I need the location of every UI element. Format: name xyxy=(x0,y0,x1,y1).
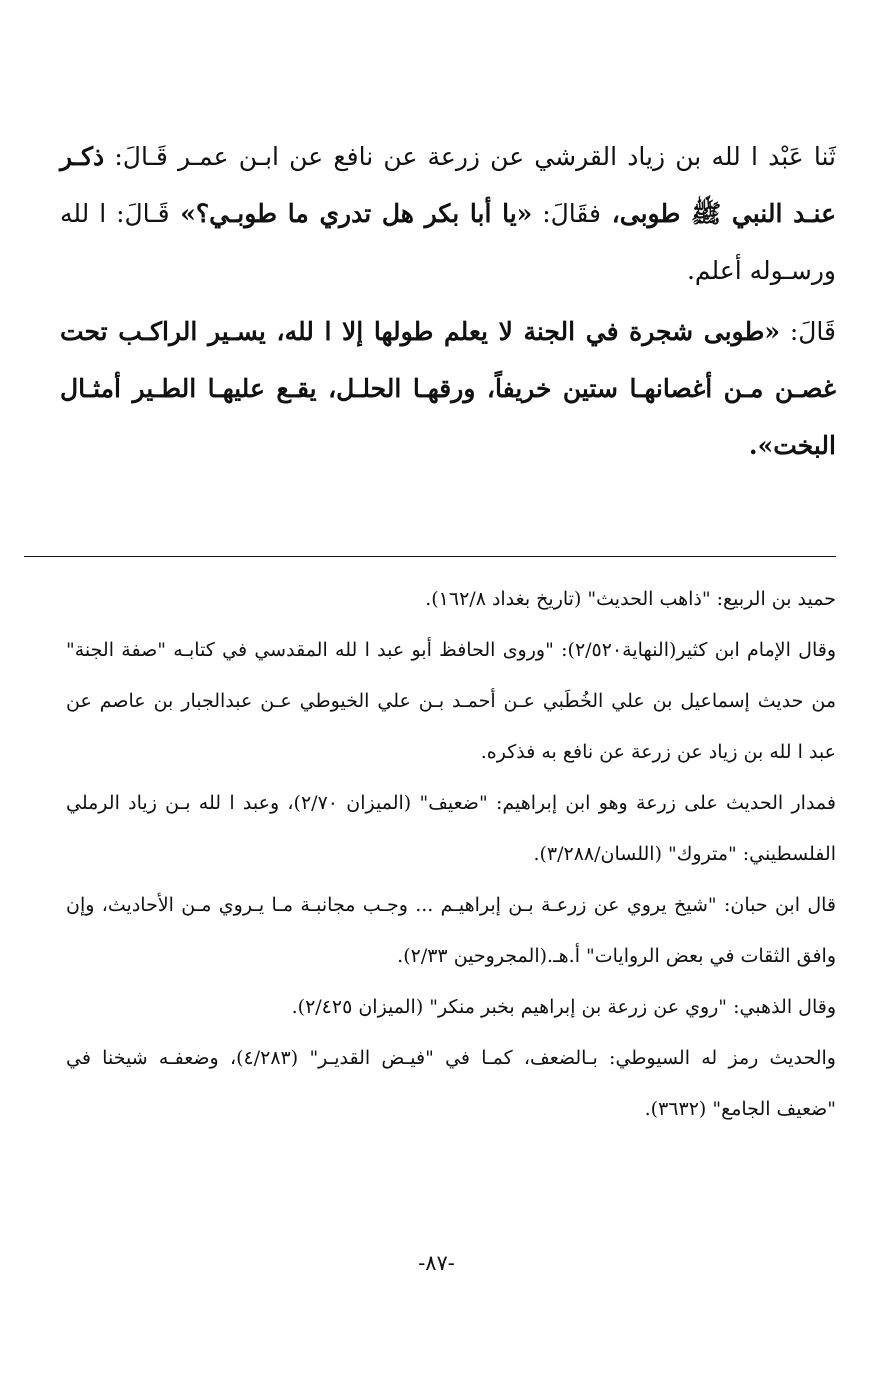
footnote-paragraph: حميد بن الربيع: "ذاهب الحديث" (تاريخ بغداد ١٦٢/٨). xyxy=(425,588,836,610)
footnote-paragraph: قال ابن حبان: "شيخ يروي عن زرعـة بـن إبراهيـم ... وجـب مجانبـة مـا يـروي مـن الأحاديث، وإن وافق الثقات في بعض الروايات" أ.هـ.(المجروحين ٢/٣٣). xyxy=(66,894,836,967)
footnote-divider xyxy=(24,556,836,557)
prophet-quote: «يا أبا بكر هل تدري ما طوبـي؟» xyxy=(169,199,533,228)
hadith-text xyxy=(60,128,836,474)
reply-text: قَـالَ: ا لله ورسـوله أعلم. xyxy=(60,199,836,285)
narration-text: ذكـر عنـد النبي ﷺ طوبى، xyxy=(60,142,837,228)
said-text-2: قَالَ: xyxy=(779,317,836,346)
footnote-paragraph: وقال الإمام ابن كثير(النهاية٢/٥٢٠): "وروى الحافظ أبو عبد ا لله المقدسي في كتابـه "صفة الجنة" من حديث إسماعيل بن علي الخُطَبي عـن أحمـد بـن علي الخيوطي عـن عبدالجبار بن عاصم عن عبد ا لله بن زياد عن زرعة عن نافع به فذكره. xyxy=(66,639,836,763)
said-text: فقَالَ: xyxy=(532,199,602,228)
hadith-paragraph-1 xyxy=(60,128,836,299)
prophet-quote-2: «طوبى شجرة في الجنة لا يعلم طولها إلا ا لله، يسـير الراكـب تحت غصـن مـن أغصانهـا ستين خريفاً، ورقهـا الحلـل، يقـع عليهـا الطـير أمثـال البخت». xyxy=(60,317,836,460)
footnotes xyxy=(66,574,836,1135)
isnad-text: ثَنا عَبْد ا لله بن زياد القرشي عن زرعة عن نافع عن ابـن عمـر قَـالَ: xyxy=(104,142,836,171)
hadith-paragraph-2 xyxy=(60,303,836,474)
page-number: -٨٧- xyxy=(418,1251,455,1275)
footnote-paragraph: والحديث رمز له السيوطي: بـالضعف، كمـا في "فيـض القديـر" (٤/٢٨٣)، وضعفـه شيخنا في "ضعيف الجامع" (٣٦٣٢). xyxy=(66,1047,836,1120)
footnote-paragraph: وقال الذهبي: "روي عن زرعة بن إبراهيم بخبر منكر" (الميزان ٢/٤٢٥). xyxy=(291,996,836,1018)
footnote-paragraph: فمدار الحديث على زرعة وهو ابن إبراهيم: "ضعيف" (الميزان ٢/٧٠)، وعبد ا لله بـن زياد الرملي الفلسطيني: "متروك" (اللسان/٣/٢٨٨). xyxy=(66,792,836,865)
